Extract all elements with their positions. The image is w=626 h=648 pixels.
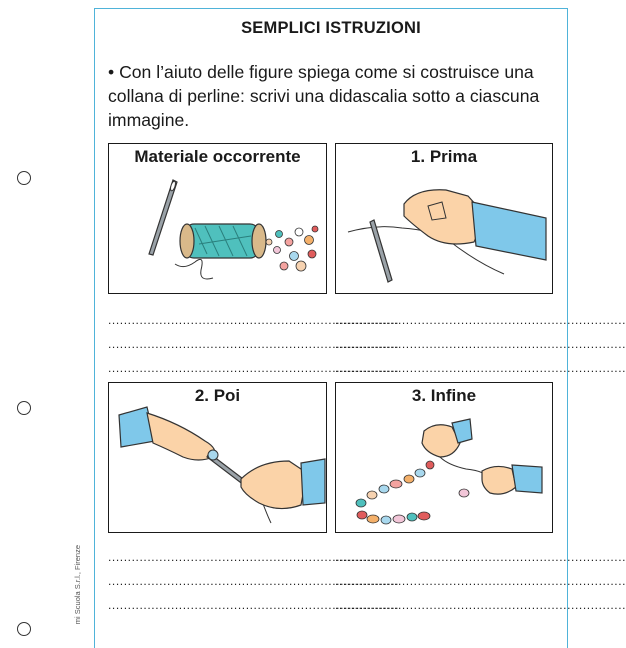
binder-hole-middle [17, 401, 31, 415]
panel-step-2-title: 2. Poi [194, 386, 241, 405]
panel-step-1-title: 1. Prima [410, 147, 478, 166]
materials-illustration [109, 144, 328, 295]
binder-hole-bottom [17, 622, 31, 636]
answer-line[interactable]: .......................................................................... [335, 574, 626, 588]
step-2-illustration [109, 383, 328, 534]
sleeve-icon [512, 465, 542, 493]
answer-line[interactable]: .......................................................................... [108, 598, 400, 612]
panel-materials-title: Materiale occorrente [134, 147, 301, 166]
answer-line[interactable]: .......................................................................... [335, 361, 626, 375]
panel-materials [108, 143, 327, 294]
sleeve-icon [472, 202, 546, 260]
side-credit-text: mi Scuola S.r.l., Firenze [73, 545, 82, 625]
hand-icon [147, 413, 215, 460]
answer-line[interactable]: .......................................................................... [108, 550, 400, 564]
bead-necklace-icon [356, 461, 469, 524]
answer-line[interactable]: .......................................................................... [108, 337, 400, 351]
step-3-illustration [336, 383, 554, 534]
page-title: SEMPLICI ISTRUZIONI [241, 19, 421, 37]
needle-icon [370, 220, 392, 282]
side-credit [73, 545, 89, 635]
answer-line[interactable]: .......................................................................... [108, 313, 400, 327]
panel-step-3-title: 3. Infine [411, 386, 477, 405]
instruction-text [108, 60, 553, 132]
binder-hole-top [17, 171, 31, 185]
needle-icon [149, 180, 177, 255]
sleeve-icon [301, 459, 325, 505]
hand-icon [482, 466, 516, 494]
panel-step-2 [108, 382, 327, 533]
answer-line[interactable]: .......................................................................... [108, 574, 400, 588]
hand-icon [241, 461, 307, 509]
answer-line[interactable]: .......................................................................... [108, 361, 400, 375]
bullet: • [108, 62, 115, 82]
panel-step-3 [335, 382, 553, 533]
step-1-illustration [336, 144, 554, 295]
beads-icon [266, 226, 318, 271]
answer-line[interactable]: .......................................................................... [335, 598, 626, 612]
thread-spool-icon [175, 224, 266, 279]
answer-line[interactable]: .......................................................................... [335, 550, 626, 564]
panel-step-1 [335, 143, 553, 294]
answer-line[interactable]: .......................................................................... [335, 313, 626, 327]
answer-line[interactable]: .......................................................................... [335, 337, 626, 351]
instruction-body: Con l’aiuto delle figure spiega come si costruisce una collana di perline: scrivi una didascalia sotto a ciascuna immagine. [108, 62, 540, 130]
